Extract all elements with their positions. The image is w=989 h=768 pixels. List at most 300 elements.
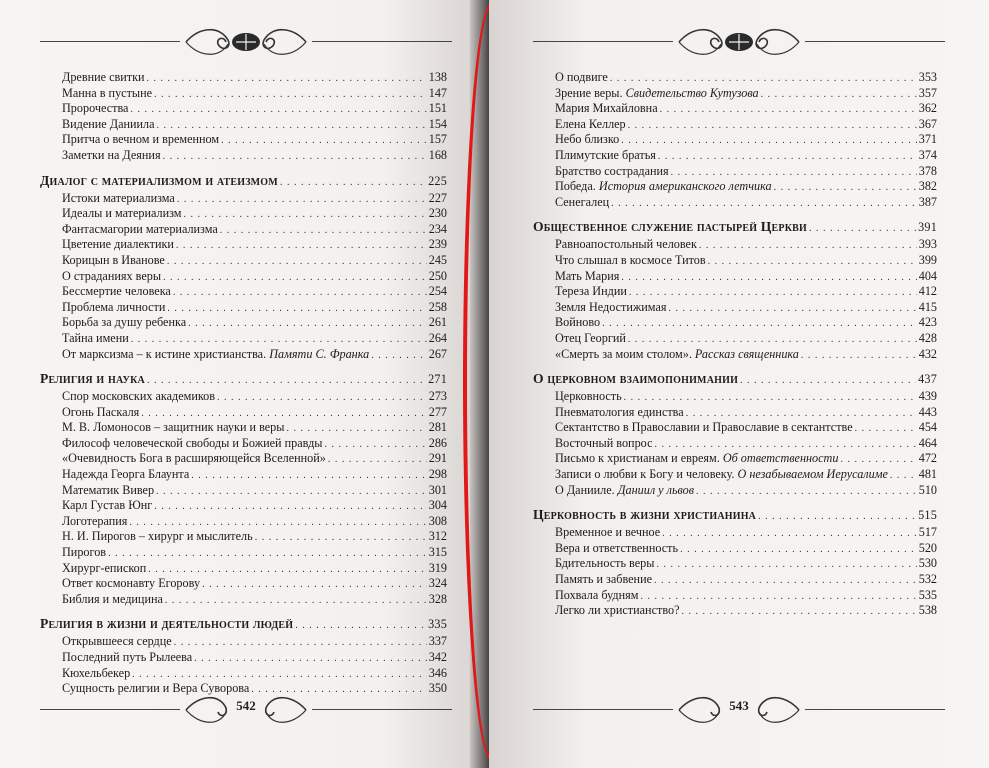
toc-page-number: 535 [918, 587, 937, 602]
toc-entry-title [555, 525, 660, 541]
toc-entry [40, 514, 447, 530]
toc-dot-leader [167, 254, 427, 270]
toc-page-number: 315 [428, 545, 447, 560]
toc-entry [40, 592, 447, 608]
toc-page-number: 350 [428, 681, 447, 696]
toc-entry-title [555, 451, 838, 467]
toc-entry [40, 529, 447, 545]
toc-title-text: Ответ космонавту Егорову [62, 576, 201, 591]
toc-entry-title [62, 498, 152, 514]
toc-title-text: Идеалы и материализм [62, 206, 182, 221]
toc-title-subtitle: Об ответственности [722, 451, 839, 466]
toc-entry-title [62, 300, 165, 316]
toc-entry-title [62, 132, 219, 148]
toc-entry [533, 284, 937, 300]
toc-page-number: 443 [918, 404, 937, 419]
toc-entry [533, 70, 937, 86]
toc-page-number: 510 [918, 482, 937, 497]
toc-entry [40, 132, 447, 148]
toc-entry [533, 237, 937, 253]
toc-dot-leader [682, 604, 917, 620]
toc-page-number: 291 [428, 451, 447, 466]
toc-page-number: 258 [428, 299, 447, 314]
left-page [0, 0, 478, 768]
toc-entry [533, 588, 937, 604]
toc-entry-title [40, 170, 278, 191]
toc-entry-title [62, 576, 200, 592]
toc-dot-leader [176, 238, 427, 254]
toc-entry-title [40, 613, 293, 634]
toc-dot-leader [131, 332, 427, 348]
toc-title-text: Проблема личности [62, 299, 166, 314]
toc-dot-leader [774, 180, 917, 196]
toc-page-number: 151 [428, 101, 447, 116]
toc-section-heading [533, 368, 937, 389]
toc-title-text: Древние свитки [62, 70, 145, 84]
toc-entry [533, 483, 937, 499]
toc-title-text: Кюхельбекер [62, 665, 131, 680]
toc-entry [533, 253, 937, 269]
toc-title-text: Пневматология единства [555, 404, 684, 419]
toc-title-text: Братство сострадания [555, 163, 669, 178]
toc-dot-leader [668, 301, 916, 317]
toc-section-heading [533, 504, 937, 525]
toc-page-number: 342 [428, 650, 447, 664]
toc-entry [40, 498, 447, 514]
toc-title-text: Спор московских академиков [62, 389, 216, 404]
toc-title-text: Записи о любви к Богу и человеку. [555, 467, 735, 482]
toc-entry [40, 483, 447, 499]
toc-dot-leader [628, 118, 917, 134]
toc-entry-title [62, 101, 128, 117]
toc-title-text: Зрение веры. [555, 85, 623, 100]
toc-page-number: 391 [918, 220, 937, 235]
toc-title-subtitle: Свидетельство Кутузова [625, 85, 759, 100]
toc-entry [533, 420, 937, 436]
toc-dot-leader [696, 484, 917, 500]
toc-page-number: 481 [918, 467, 937, 482]
toc-dot-leader [840, 452, 916, 468]
toc-entry [533, 451, 937, 467]
toc-entry-title [62, 269, 161, 285]
toc-entry [533, 467, 937, 483]
toc-title-text: Истоки материализма [62, 190, 175, 205]
toc-dot-leader [680, 542, 917, 558]
toc-entry-title [62, 514, 127, 530]
toc-dot-leader [163, 270, 427, 286]
toc-page-number: 437 [918, 372, 937, 387]
right-footer-ornament [533, 690, 945, 730]
toc-section-heading [40, 368, 447, 389]
toc-dot-leader [621, 270, 916, 286]
toc-entry-title [555, 101, 658, 117]
toc-title-text: Победа. [555, 179, 596, 194]
toc-entry-title [62, 237, 174, 253]
toc-entry [40, 451, 447, 467]
toc-entry [40, 666, 447, 682]
toc-title-text: Память и забвение [555, 572, 653, 587]
toc-entry-title [62, 315, 186, 331]
toc-page-number: 517 [918, 525, 937, 540]
toc-page-number: 367 [918, 116, 937, 131]
toc-entry [533, 331, 937, 347]
toc-entry-title [555, 253, 706, 269]
toc-entry-title [40, 368, 145, 389]
toc-entry-title [533, 504, 756, 525]
toc-entry-title [555, 541, 678, 557]
toc-dot-leader [191, 468, 426, 484]
toc-page-number: 464 [918, 435, 937, 450]
toc-dot-leader [660, 102, 917, 118]
toc-dot-leader [325, 437, 427, 453]
toc-page-number: 439 [918, 389, 937, 404]
toc-entry [40, 117, 447, 133]
toc-title-text: Открывшееся сердце [62, 634, 172, 649]
toc-entry-title [533, 368, 738, 389]
toc-dot-leader [855, 421, 917, 437]
toc-entry [40, 331, 447, 347]
toc-title-text: Библия и медицина [62, 591, 163, 606]
toc-title-text: Фантасмагории материализма [62, 221, 218, 236]
toc-entry-title [62, 86, 152, 102]
toc-title-text: О страданиях веры [62, 268, 162, 283]
toc-title-text: Сущность религии и Вера Суворова [62, 681, 250, 696]
toc-title-text: Мария Михайловна [555, 101, 658, 116]
toc-entry [40, 269, 447, 285]
toc-entry-title [62, 561, 146, 577]
toc-title-text: Заметки на Деяния [62, 147, 161, 162]
toc-page-number: 393 [918, 237, 937, 252]
toc-title-text: От марксизма – к истине христианства. [62, 346, 267, 361]
toc-dot-leader [740, 370, 916, 391]
toc-page-number: 286 [428, 435, 447, 450]
toc-page-number: 319 [428, 560, 447, 575]
toc-entry-title [62, 545, 106, 561]
toc-entry [533, 389, 937, 405]
toc-entry [40, 300, 447, 316]
toc-entry [533, 300, 937, 316]
toc-page-number: 328 [428, 591, 447, 606]
toc-dot-leader [163, 149, 427, 165]
toc-entry [533, 101, 937, 117]
toc-entry [533, 572, 937, 588]
toc-entry-title [62, 436, 323, 452]
toc-entry [40, 70, 447, 86]
toc-page-number: 432 [918, 346, 937, 361]
toc-dot-leader [654, 437, 916, 453]
toc-dot-leader [141, 406, 426, 422]
toc-dot-leader [809, 218, 916, 239]
toc-entry-title [555, 148, 656, 164]
toc-title-text: Надежда Георга Блаунта [62, 467, 190, 482]
toc-entry [40, 405, 447, 421]
toc-entry [40, 101, 447, 117]
toc-title-text: Борьба за душу ребенка [62, 315, 187, 330]
toc-page-number: 428 [918, 330, 937, 345]
toc-page-number: 245 [428, 252, 447, 267]
toc-page-number: 412 [918, 284, 937, 299]
toc-entry-title [555, 86, 759, 102]
toc-page-number: 273 [428, 389, 447, 404]
toc-entry [40, 222, 447, 238]
toc-entry-title [62, 206, 182, 222]
toc-entry-title [62, 191, 175, 207]
toc-page-number: 382 [918, 179, 937, 194]
toc-dot-leader [148, 562, 426, 578]
toc-entry-title [555, 483, 694, 499]
toc-dot-leader [654, 573, 917, 589]
left-header-ornament [40, 22, 452, 62]
toc-entry-title [62, 148, 161, 164]
toc-entry-title [555, 195, 609, 211]
toc-entry [533, 86, 937, 102]
toc-title-text: Религия и наука [40, 371, 145, 387]
toc-entry-title [555, 436, 652, 452]
toc-entry-title [62, 347, 369, 363]
toc-entry-title [555, 572, 652, 588]
toc-title-text: Легко ли христианство? [555, 603, 680, 618]
toc-page-number: 225 [428, 173, 447, 188]
toc-dot-leader [371, 348, 427, 364]
right-header-ornament [533, 22, 945, 62]
toc-entry-title [555, 467, 888, 483]
toc-title-text: Пророчества [62, 101, 129, 116]
toc-page-number: 324 [428, 576, 447, 591]
toc-dot-leader [194, 651, 427, 667]
toc-dot-leader [132, 667, 427, 683]
toc-title-text: Сектантство в Православии и Православие в сектантстве [555, 420, 853, 435]
toc-title-text: Земля Недостижимая [555, 299, 667, 314]
toc-dot-leader [154, 499, 426, 515]
toc-entry-title [555, 164, 669, 180]
toc-title-text: Видение Даниила [62, 116, 155, 131]
toc-page-number: 277 [428, 404, 447, 419]
toc-entry-title [555, 284, 627, 300]
toc-entry [533, 556, 937, 572]
toc-entry-title [555, 420, 853, 436]
toc-dot-leader [602, 316, 917, 332]
toc-page-number: 423 [918, 315, 937, 330]
toc-entry [40, 86, 447, 102]
toc-entry-title [555, 588, 638, 604]
toc-entry-title [62, 331, 129, 347]
toc-title-text: Н. И. Пирогов – хирург и мыслитель [62, 529, 253, 544]
toc-entry-title [62, 467, 189, 483]
toc-title-text: Математик Вивер [62, 482, 155, 497]
toc-page-number: 168 [428, 147, 447, 162]
toc-entry [40, 148, 447, 164]
scroll-flourish-icon [180, 22, 312, 62]
toc-dot-leader [202, 577, 427, 593]
toc-title-text: Сенегалец [555, 194, 610, 209]
toc-entry-title [555, 405, 684, 421]
toc-page-number: 378 [918, 163, 937, 178]
toc-entry-title [62, 405, 139, 421]
toc-title-text: Пирогов [62, 545, 107, 560]
toc-entry [533, 148, 937, 164]
left-footer-ornament [40, 690, 452, 730]
toc-dot-leader [628, 332, 917, 348]
toc-page-number: 157 [428, 132, 447, 147]
toc-dot-leader [174, 635, 427, 651]
toc-dot-leader [154, 87, 427, 103]
toc-page-number: 239 [428, 237, 447, 252]
toc-page-number: 357 [918, 85, 937, 100]
toc-dot-leader [611, 196, 917, 212]
toc-page-number: 250 [428, 268, 447, 283]
toc-dot-leader [177, 192, 427, 208]
toc-title-text: Восточный вопрос [555, 435, 653, 450]
toc-title-text: О Данииле. [555, 482, 615, 497]
toc-entry-title [62, 70, 145, 86]
toc-title-text: Бдительность веры [555, 556, 655, 571]
toc-title-text: М. В. Ломоносов – защитник науки и веры [62, 420, 285, 435]
toc-dot-leader [758, 506, 916, 527]
toc-entry [533, 195, 937, 211]
toc-dot-leader [624, 390, 917, 406]
toc-entry-title [62, 666, 130, 682]
toc-page-number: 147 [428, 85, 447, 100]
toc-page-number: 304 [428, 498, 447, 513]
toc-title-text: Равноапостольный человек [555, 237, 697, 252]
toc-page-number: 374 [918, 147, 937, 162]
toc-entry [40, 284, 447, 300]
toc-entry-title [555, 237, 697, 253]
toc-page-number: 454 [918, 420, 937, 435]
toc-entry-title [533, 216, 807, 237]
toc-title-text: Диалог с материализмом и атеизмом [40, 172, 278, 188]
toc-section-heading [40, 170, 447, 191]
toc-entry-title [62, 117, 155, 133]
toc-entry-title [62, 253, 165, 269]
toc-dot-leader [890, 468, 917, 484]
toc-entry [40, 576, 447, 592]
left-toc [40, 70, 447, 697]
toc-entry [533, 132, 937, 148]
toc-entry [40, 561, 447, 577]
toc-entry [533, 525, 937, 541]
toc-dot-leader [165, 593, 427, 609]
toc-entry [533, 347, 937, 363]
toc-title-text: Корицын в Иванове [62, 252, 165, 267]
toc-dot-leader [708, 254, 917, 270]
toc-title-text: Похвала будням [555, 587, 639, 602]
toc-page-number: 404 [918, 268, 937, 283]
toc-entry-title [555, 269, 619, 285]
toc-dot-leader [621, 133, 916, 149]
toc-page-number: 281 [428, 420, 447, 435]
toc-page-number: 234 [428, 221, 447, 236]
toc-page-number: 335 [428, 617, 447, 632]
toc-page-number: 227 [428, 190, 447, 205]
toc-title-text: О подвиге [555, 70, 608, 84]
toc-entry-title [555, 300, 666, 316]
toc-title-text: Небо близко [555, 132, 620, 147]
toc-page-number: 538 [918, 603, 937, 618]
toc-page-number: 387 [918, 194, 937, 209]
toc-page-number: 362 [918, 101, 937, 116]
toc-entry [40, 191, 447, 207]
toc-dot-leader [671, 165, 917, 181]
toc-dot-leader [629, 285, 917, 301]
toc-title-text: Карл Густав Юнг [62, 498, 153, 513]
toc-page-number: 399 [918, 252, 937, 267]
toc-entry-title [62, 420, 284, 436]
toc-dot-leader [295, 615, 426, 636]
toc-title-text: Церковность [555, 389, 622, 404]
toc-title-text: Вера и ответственность [555, 540, 679, 555]
toc-title-text: «Смерть за моим столом». [555, 346, 692, 361]
toc-dot-leader [147, 71, 427, 87]
toc-title-text: Что слышал в космосе Титов [555, 252, 706, 267]
toc-dot-leader [610, 71, 917, 87]
toc-title-text: Манна в пустыне [62, 85, 153, 100]
toc-dot-leader [217, 390, 427, 406]
toc-dot-leader [255, 530, 427, 546]
toc-entry [533, 179, 937, 195]
toc-dot-leader [801, 348, 917, 364]
toc-title-text: Тайна имени [62, 330, 129, 345]
toc-entry-title [62, 389, 215, 405]
toc-title-text: Огонь Паскаля [62, 404, 140, 419]
toc-page-number: 346 [428, 665, 447, 680]
toc-entry [40, 315, 447, 331]
toc-dot-leader [221, 133, 427, 149]
toc-page-number: 271 [428, 372, 447, 387]
toc-page-number: 308 [428, 513, 447, 528]
toc-entry [40, 650, 447, 666]
toc-dot-leader [129, 515, 426, 531]
toc-page-number: 312 [428, 529, 447, 544]
toc-entry-title [555, 603, 680, 619]
toc-title-text: Церковность в жизни христианина [533, 507, 757, 523]
toc-entry [40, 237, 447, 253]
toc-entry-title [555, 132, 619, 148]
toc-title-text: Цветение диалектики [62, 237, 174, 252]
toc-entry [533, 164, 937, 180]
toc-dot-leader [656, 557, 916, 573]
toc-entry [40, 467, 447, 483]
toc-entry [40, 389, 447, 405]
toc-page-number: 298 [428, 467, 447, 482]
toc-page-number: 154 [428, 116, 447, 131]
toc-entry-title [62, 222, 218, 238]
toc-entry [533, 117, 937, 133]
toc-title-subtitle: Даниил у львов [617, 482, 695, 497]
toc-entry [40, 420, 447, 436]
scroll-flourish-icon [673, 22, 805, 62]
toc-entry [533, 269, 937, 285]
toc-page-number: 530 [918, 556, 937, 571]
toc-dot-leader [184, 207, 427, 223]
toc-dot-leader [157, 118, 427, 134]
toc-dot-leader [147, 370, 426, 391]
toc-entry [40, 253, 447, 269]
toc-title-subtitle: Рассказ священника [694, 346, 799, 361]
toc-title-text: «Очевидность Бога в расширяющейся Вселенной» [62, 451, 326, 466]
toc-title-text: Войново [555, 315, 601, 330]
toc-section-heading [40, 613, 447, 634]
page-number-right: 543 [729, 698, 749, 713]
toc-dot-leader [188, 316, 427, 332]
toc-entry-title [555, 347, 799, 363]
toc-title-text: Отец Георгий [555, 330, 626, 345]
toc-page-number: 337 [428, 634, 447, 649]
toc-entry-title [555, 315, 600, 331]
toc-entry-title [62, 483, 154, 499]
toc-entry [40, 545, 447, 561]
toc-dot-leader [173, 285, 427, 301]
